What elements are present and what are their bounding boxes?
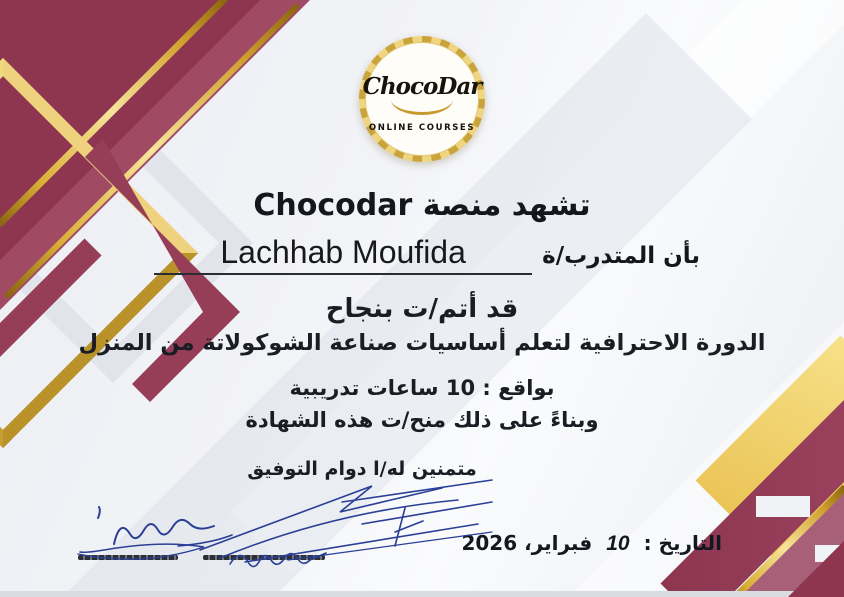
signature-right [190,470,495,568]
date-row [461,531,722,556]
brand-tagline: ONLINE COURSES [368,123,476,133]
brand-logo-inner [362,42,482,156]
grant-line: وبناءً على ذلك منح/ت هذه الشهادة [245,408,599,432]
date-day: 10 [606,532,630,555]
certificate-title: تشهد منصة Chocodar [253,188,591,223]
brand-name: ChocoDar [362,73,482,100]
hours-line: بواقع : 10 ساعات تدريبية [289,376,555,400]
date-month-year: فبراير، 2026 [461,531,593,555]
course-title: الدورة الاحترافية لتعلم أساسيات صناعة الشوكولاتة من المنزل [78,330,766,356]
bottom-edge-strip [0,591,844,597]
smile-icon [391,98,453,115]
trainee-label: بأن المتدرب/ة [542,243,700,269]
trainee-name-row [154,234,700,275]
white-slit-decor [756,496,810,517]
completion-line: قد أتم/ت بنجاح [325,294,519,324]
date-label: التاريخ : [643,531,722,555]
name-underline [154,234,532,275]
trainee-name: Lachhab Moufida [220,234,466,270]
wish-line: متمنين له/ا دوام التوفيق [247,458,477,480]
brand-logo-badge [359,36,485,162]
